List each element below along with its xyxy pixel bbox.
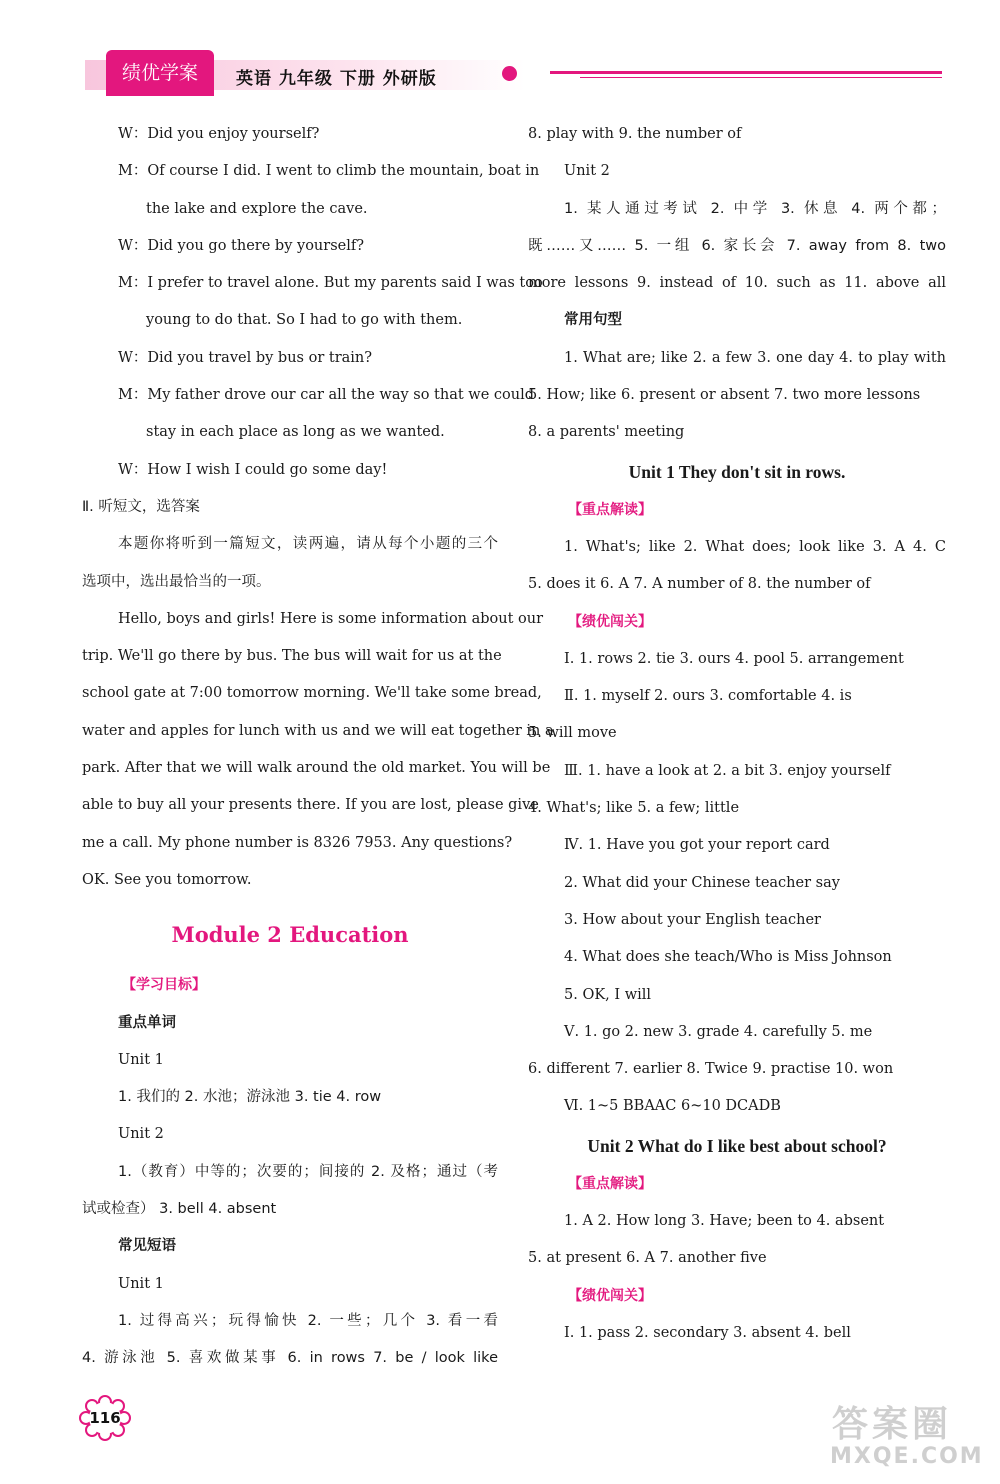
header-subtitle: 英语 九年级 下册 外研版 bbox=[236, 69, 437, 89]
right-column bbox=[528, 116, 946, 1352]
instruction-line: 选项中，选出最恰当的一项。 bbox=[82, 573, 271, 590]
header-rule bbox=[550, 71, 942, 74]
dialog-line: W：How I wish I could go some day! bbox=[118, 461, 388, 478]
passage-line: able to buy all your presents there. If you are lost, please give bbox=[82, 797, 539, 814]
unit-label: Unit 1 bbox=[118, 1051, 164, 1068]
answer-line: 5. OK, I will bbox=[564, 986, 652, 1003]
dialog-line: young to do that. So I had to go with them. bbox=[146, 312, 463, 329]
answer-line: 1.（教育）中等的；次要的；间接的 2. 及格；通过（考 bbox=[118, 1163, 498, 1180]
watermark-url: MXQE.COM bbox=[830, 1444, 984, 1469]
answer-line: 6. different 7. earlier 8. Twice 9. practise 10. won bbox=[528, 1061, 894, 1078]
section-tag: 【绩优闯关】 bbox=[568, 613, 652, 630]
answer-line: 8. play with 9. the number of bbox=[528, 126, 742, 142]
page-number-badge bbox=[80, 1396, 130, 1440]
answer-line: 5. at present 6. A 7. another five bbox=[528, 1250, 767, 1267]
answer-line: 3. How about your English teacher bbox=[564, 911, 821, 928]
dialog-line: M：I prefer to travel alone. But my parents said I was too bbox=[118, 275, 543, 292]
answer-line: Ⅲ. 1. have a look at 2. a bit 3. enjoy yourself bbox=[564, 762, 891, 779]
answer-line: 1. 我们的 2. 水池；游泳池 3. tie 4. row bbox=[118, 1089, 382, 1106]
subheading: 重点单词 bbox=[118, 1014, 176, 1031]
section-tag: 【绩优闯关】 bbox=[568, 1287, 652, 1304]
page-number: 116 bbox=[89, 1409, 121, 1427]
answer-line: 1. What's; like 2. What does; look like 3. A 4. C bbox=[564, 538, 946, 555]
passage-line: park. After that we will walk around the old market. You will be bbox=[82, 760, 551, 777]
answer-line: 1. 某人通过考试 2. 中学 3. 休息 4. 两个都； bbox=[564, 200, 946, 217]
answer-line: 5. How; like 6. present or absent 7. two more lessons bbox=[528, 387, 921, 404]
answer-line: Ⅱ. 1. myself 2. ours 3. comfortable 4. is bbox=[564, 688, 852, 705]
answer-line: 4. What does she teach/Who is Miss Johnson bbox=[564, 949, 892, 966]
dialog-line: W：Did you enjoy yourself? bbox=[118, 126, 320, 142]
answer-line: Ⅴ. 1. go 2. new 3. grade 4. carefully 5. me bbox=[564, 1023, 873, 1040]
dialog-line: stay in each place as long as we wanted. bbox=[146, 424, 445, 441]
passage-line: Hello, boys and girls! Here is some information about our bbox=[118, 610, 544, 627]
unit-label: Unit 2 bbox=[118, 1126, 164, 1143]
unit-title: Unit 2 What do I like best about school? bbox=[587, 1135, 887, 1156]
answer-line: 试或检查） 3. bell 4. absent bbox=[82, 1201, 277, 1218]
answer-line: 1. A 2. How long 3. Have; been to 4. absent bbox=[564, 1213, 885, 1230]
answer-line: Ⅰ. 1. rows 2. tie 3. ours 4. pool 5. arrangement bbox=[564, 650, 904, 667]
passage-line: OK. See you tomorrow. bbox=[82, 871, 252, 888]
section-tag: 【学习目标】 bbox=[122, 977, 206, 994]
subheading: 常见短语 bbox=[118, 1238, 176, 1255]
section-tag: 【重点解读】 bbox=[568, 501, 652, 518]
answer-line: 5. does it 6. A 7. A number of 8. the number of bbox=[528, 576, 871, 593]
answer-line: 4. What's; like 5. a few; little bbox=[528, 800, 740, 817]
brand-tab: 绩优学案 bbox=[106, 50, 214, 96]
passage-line: school gate at 7:00 tomorrow morning. We'll take some bread, bbox=[82, 685, 542, 702]
watermark-text: 答案圈 bbox=[832, 1404, 953, 1445]
answer-line: Ⅳ. 1. Have you got your report card bbox=[564, 837, 830, 854]
passage-line: me a call. My phone number is 8326 7953. Any questions? bbox=[82, 834, 513, 851]
answer-line: 2. What did your Chinese teacher say bbox=[564, 874, 840, 891]
answer-line: 1. What are; like 2. a few 3. one day 4. to play with bbox=[564, 349, 946, 366]
answer-line: Ⅵ. 1~5 BBAAC 6~10 DCADB bbox=[564, 1098, 781, 1115]
section-tag: 【重点解读】 bbox=[568, 1175, 652, 1192]
answer-line: more lessons 9. instead of 10. such as 11. above all bbox=[528, 275, 946, 292]
page-header bbox=[0, 0, 1000, 110]
unit-label: Unit 1 bbox=[118, 1275, 164, 1292]
dialog-line: M：Of course I did. I went to climb the mountain, boat in bbox=[118, 163, 540, 180]
answer-line: Ⅰ. 1. pass 2. secondary 3. absent 4. bell bbox=[564, 1324, 851, 1341]
answer-line: 8. a parents' meeting bbox=[528, 424, 685, 441]
subheading: 常用句型 bbox=[564, 312, 622, 329]
module-title: Module 2 Education bbox=[171, 922, 409, 948]
instruction-line: 本题你将听到一篇短文，读两遍，请从每个小题的三个 bbox=[118, 536, 498, 553]
header-dot-icon bbox=[502, 66, 517, 81]
dialog-line: W：Did you travel by bus or train? bbox=[118, 349, 373, 366]
answer-line: 4. 游泳池 5. 喜欢做某事 6. in rows 7. be / look like bbox=[82, 1350, 498, 1367]
left-column bbox=[82, 116, 554, 1378]
dialog-line: the lake and explore the cave. bbox=[146, 200, 368, 217]
answer-line: 1. 过得高兴；玩得愉快 2. 一些；几个 3. 看一看 bbox=[118, 1312, 498, 1329]
watermark bbox=[820, 1396, 990, 1476]
section-heading: Ⅱ. 听短文，选答案 bbox=[82, 498, 200, 515]
answer-line: 既……又…… 5. 一组 6. 家长会 7. away from 8. two bbox=[528, 237, 946, 254]
header-rule-thin bbox=[580, 77, 942, 78]
answer-line: 5. will move bbox=[528, 725, 617, 742]
unit-title: Unit 1 They don't sit in rows. bbox=[628, 461, 846, 482]
unit-label: Unit 2 bbox=[564, 163, 610, 180]
dialog-line: M：My father drove our car all the way so that we could bbox=[118, 387, 535, 404]
dialog-line: W：Did you go there by yourself? bbox=[118, 237, 364, 254]
passage-line: trip. We'll go there by bus. The bus will wait for us at the bbox=[82, 648, 502, 665]
passage-line: water and apples for lunch with us and we will eat together in a bbox=[82, 722, 554, 739]
